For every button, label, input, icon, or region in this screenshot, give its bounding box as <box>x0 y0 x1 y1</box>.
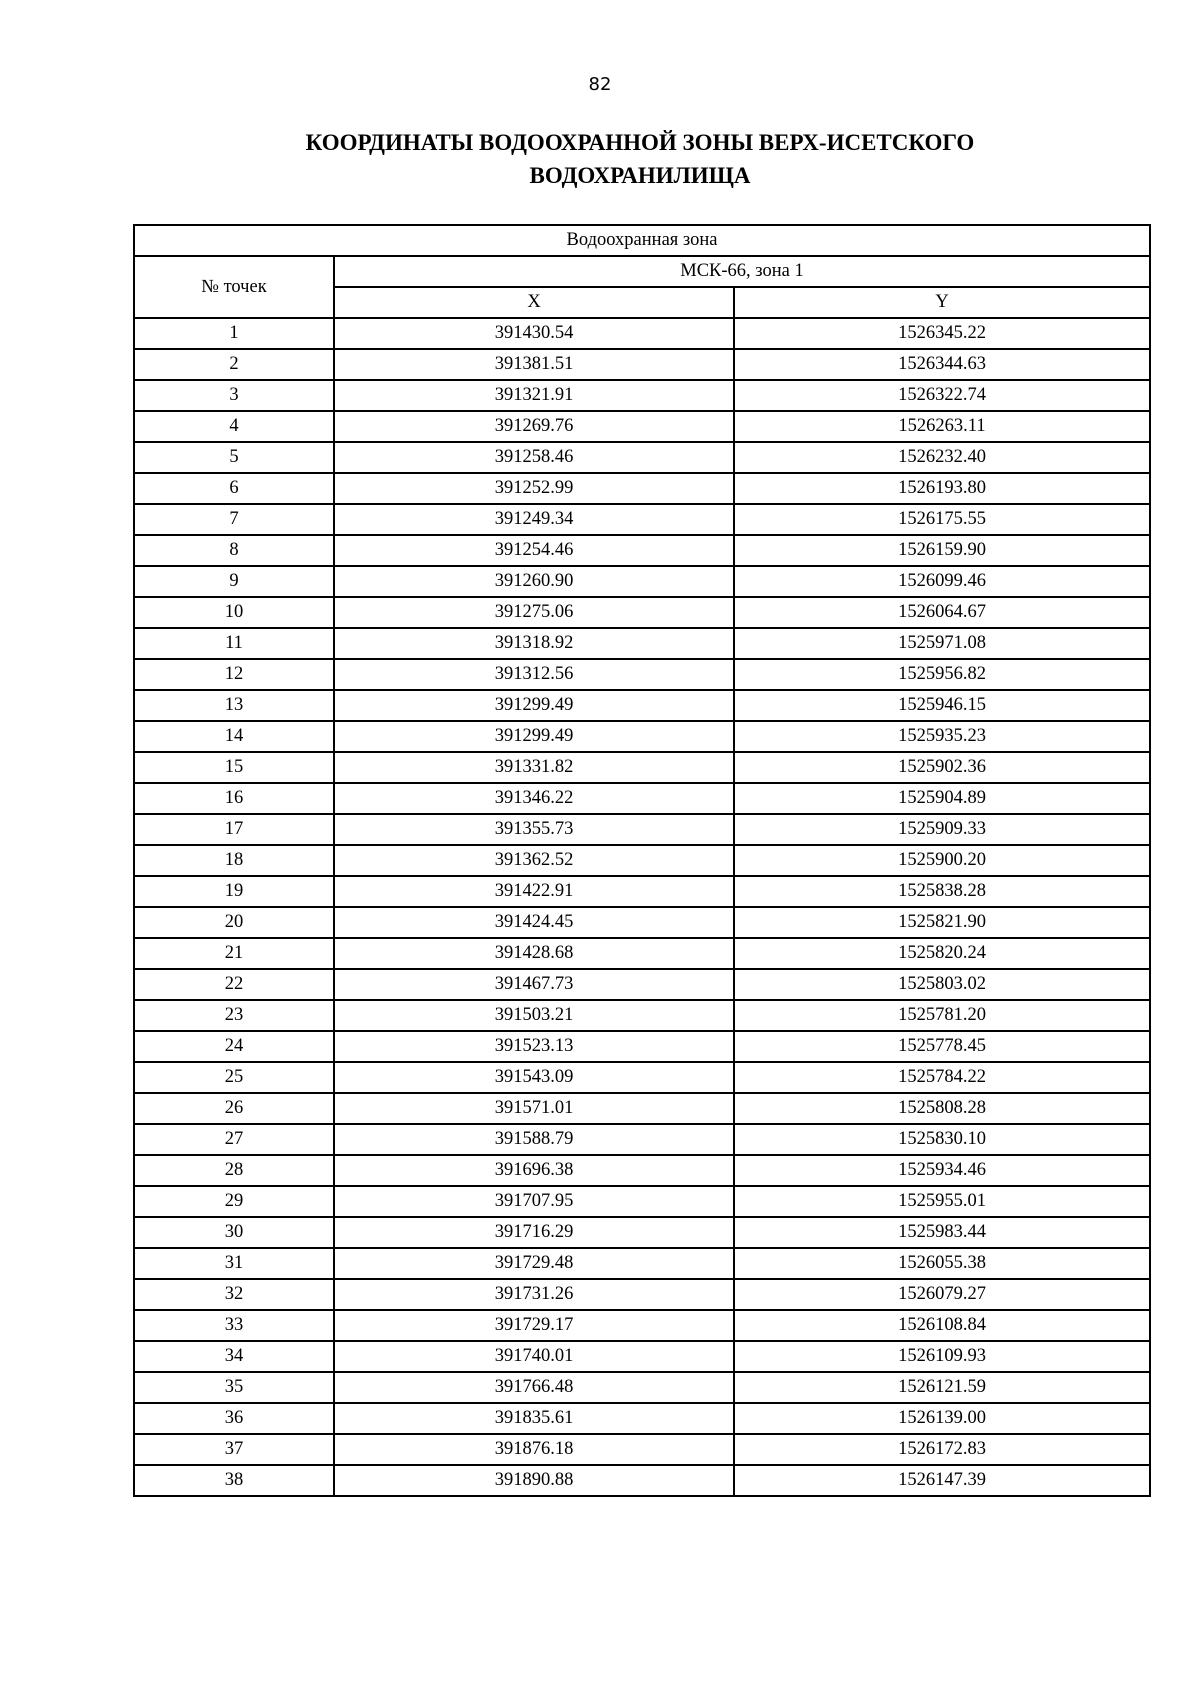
table-row <box>134 349 1150 380</box>
table-row <box>134 938 1150 969</box>
page-number: 82 <box>588 74 612 95</box>
table-row <box>134 442 1150 473</box>
x-coordinate-cell: 391269.76 <box>334 411 734 442</box>
point-number-cell: 22 <box>134 969 334 1000</box>
y-coordinate-cell: 1525955.01 <box>734 1186 1150 1217</box>
x-coordinate-cell: 391428.68 <box>334 938 734 969</box>
point-number-cell: 3 <box>134 380 334 411</box>
x-coordinate-cell: 391729.17 <box>334 1310 734 1341</box>
header-y: Y <box>734 287 1150 318</box>
x-coordinate-cell: 391321.91 <box>334 380 734 411</box>
y-coordinate-cell: 1526079.27 <box>734 1279 1150 1310</box>
y-coordinate-cell: 1525983.44 <box>734 1217 1150 1248</box>
x-coordinate-cell: 391740.01 <box>334 1341 734 1372</box>
point-number-cell: 8 <box>134 535 334 566</box>
point-number-cell: 20 <box>134 907 334 938</box>
point-number-cell: 4 <box>134 411 334 442</box>
x-coordinate-cell: 391381.51 <box>334 349 734 380</box>
x-coordinate-cell: 391876.18 <box>334 1434 734 1465</box>
point-number-cell: 37 <box>134 1434 334 1465</box>
point-number-cell: 35 <box>134 1372 334 1403</box>
x-coordinate-cell: 391254.46 <box>334 535 734 566</box>
x-coordinate-cell: 391275.06 <box>334 597 734 628</box>
x-coordinate-cell: 391729.48 <box>334 1248 734 1279</box>
y-coordinate-cell: 1525830.10 <box>734 1124 1150 1155</box>
table-row <box>134 380 1150 411</box>
point-number-cell: 7 <box>134 504 334 535</box>
y-coordinate-cell: 1526232.40 <box>734 442 1150 473</box>
x-coordinate-cell: 391835.61 <box>334 1403 734 1434</box>
point-number-cell: 12 <box>134 659 334 690</box>
point-number-cell: 18 <box>134 845 334 876</box>
point-number-cell: 9 <box>134 566 334 597</box>
point-number-cell: 29 <box>134 1186 334 1217</box>
y-coordinate-cell: 1525781.20 <box>734 1000 1150 1031</box>
table-row <box>134 845 1150 876</box>
x-coordinate-cell: 391299.49 <box>334 721 734 752</box>
y-coordinate-cell: 1525838.28 <box>734 876 1150 907</box>
x-coordinate-cell: 391707.95 <box>334 1186 734 1217</box>
table-row <box>134 1341 1150 1372</box>
y-coordinate-cell: 1526147.39 <box>734 1465 1150 1496</box>
y-coordinate-cell: 1525946.15 <box>734 690 1150 721</box>
y-coordinate-cell: 1525935.23 <box>734 721 1150 752</box>
table-row <box>134 1403 1150 1434</box>
x-coordinate-cell: 391346.22 <box>334 783 734 814</box>
x-coordinate-cell: 391331.82 <box>334 752 734 783</box>
x-coordinate-cell: 391258.46 <box>334 442 734 473</box>
x-coordinate-cell: 391355.73 <box>334 814 734 845</box>
y-coordinate-cell: 1525956.82 <box>734 659 1150 690</box>
y-coordinate-cell: 1526109.93 <box>734 1341 1150 1372</box>
x-coordinate-cell: 391430.54 <box>334 318 734 349</box>
table-row <box>134 1124 1150 1155</box>
table-row <box>134 318 1150 349</box>
point-number-cell: 26 <box>134 1093 334 1124</box>
y-coordinate-cell: 1526159.90 <box>734 535 1150 566</box>
table-row <box>134 597 1150 628</box>
header-system: МСК-66, зона 1 <box>334 256 1150 287</box>
y-coordinate-cell: 1526322.74 <box>734 380 1150 411</box>
table-row <box>134 721 1150 752</box>
table-row <box>134 1465 1150 1496</box>
coordinates-table <box>133 224 1151 1497</box>
header-x: X <box>334 287 734 318</box>
y-coordinate-cell: 1525902.36 <box>734 752 1150 783</box>
point-number-cell: 13 <box>134 690 334 721</box>
point-number-cell: 6 <box>134 473 334 504</box>
point-number-cell: 19 <box>134 876 334 907</box>
point-number-cell: 1 <box>134 318 334 349</box>
y-coordinate-cell: 1526099.46 <box>734 566 1150 597</box>
y-coordinate-cell: 1525821.90 <box>734 907 1150 938</box>
point-number-cell: 32 <box>134 1279 334 1310</box>
y-coordinate-cell: 1526139.00 <box>734 1403 1150 1434</box>
point-number-cell: 15 <box>134 752 334 783</box>
x-coordinate-cell: 391299.49 <box>334 690 734 721</box>
point-number-cell: 36 <box>134 1403 334 1434</box>
table-row <box>134 1000 1150 1031</box>
x-coordinate-cell: 391716.29 <box>334 1217 734 1248</box>
x-coordinate-cell: 391422.91 <box>334 876 734 907</box>
table-row <box>134 659 1150 690</box>
point-number-cell: 31 <box>134 1248 334 1279</box>
y-coordinate-cell: 1525934.46 <box>734 1155 1150 1186</box>
table-row <box>134 1372 1150 1403</box>
y-coordinate-cell: 1525900.20 <box>734 845 1150 876</box>
table-header <box>134 225 1150 318</box>
point-number-cell: 33 <box>134 1310 334 1341</box>
y-coordinate-cell: 1526193.80 <box>734 473 1150 504</box>
y-coordinate-cell: 1525971.08 <box>734 628 1150 659</box>
x-coordinate-cell: 391252.99 <box>334 473 734 504</box>
point-number-cell: 10 <box>134 597 334 628</box>
point-number-cell: 14 <box>134 721 334 752</box>
table-row <box>134 907 1150 938</box>
point-number-cell: 17 <box>134 814 334 845</box>
x-coordinate-cell: 391766.48 <box>334 1372 734 1403</box>
header-row-system <box>134 256 1150 287</box>
x-coordinate-cell: 391260.90 <box>334 566 734 597</box>
table-row <box>134 752 1150 783</box>
x-coordinate-cell: 391249.34 <box>334 504 734 535</box>
y-coordinate-cell: 1526263.11 <box>734 411 1150 442</box>
x-coordinate-cell: 391523.13 <box>334 1031 734 1062</box>
y-coordinate-cell: 1526175.55 <box>734 504 1150 535</box>
page-title <box>200 126 1080 192</box>
y-coordinate-cell: 1526172.83 <box>734 1434 1150 1465</box>
x-coordinate-cell: 391467.73 <box>334 969 734 1000</box>
table-row <box>134 1031 1150 1062</box>
table-row <box>134 876 1150 907</box>
point-number-cell: 23 <box>134 1000 334 1031</box>
point-number-cell: 34 <box>134 1341 334 1372</box>
point-number-cell: 11 <box>134 628 334 659</box>
table-row <box>134 1434 1150 1465</box>
table-row <box>134 473 1150 504</box>
point-number-cell: 27 <box>134 1124 334 1155</box>
y-coordinate-cell: 1526121.59 <box>734 1372 1150 1403</box>
y-coordinate-cell: 1525784.22 <box>734 1062 1150 1093</box>
x-coordinate-cell: 391588.79 <box>334 1124 734 1155</box>
x-coordinate-cell: 391543.09 <box>334 1062 734 1093</box>
point-number-cell: 30 <box>134 1217 334 1248</box>
table-row <box>134 628 1150 659</box>
y-coordinate-cell: 1525904.89 <box>734 783 1150 814</box>
y-coordinate-cell: 1525909.33 <box>734 814 1150 845</box>
table-row <box>134 1248 1150 1279</box>
table-row <box>134 1279 1150 1310</box>
x-coordinate-cell: 391696.38 <box>334 1155 734 1186</box>
x-coordinate-cell: 391571.01 <box>334 1093 734 1124</box>
table-row <box>134 411 1150 442</box>
table-row <box>134 1310 1150 1341</box>
y-coordinate-cell: 1526064.67 <box>734 597 1150 628</box>
y-coordinate-cell: 1525803.02 <box>734 969 1150 1000</box>
y-coordinate-cell: 1525778.45 <box>734 1031 1150 1062</box>
point-number-cell: 16 <box>134 783 334 814</box>
x-coordinate-cell: 391424.45 <box>334 907 734 938</box>
table-row <box>134 1217 1150 1248</box>
x-coordinate-cell: 391362.52 <box>334 845 734 876</box>
page-title-line-2: ВОДОХРАНИЛИЩА <box>529 163 751 188</box>
header-zone: Водоохранная зона <box>134 225 1150 256</box>
x-coordinate-cell: 391312.56 <box>334 659 734 690</box>
y-coordinate-cell: 1526055.38 <box>734 1248 1150 1279</box>
table-row <box>134 1062 1150 1093</box>
point-number-cell: 24 <box>134 1031 334 1062</box>
table-row <box>134 814 1150 845</box>
x-coordinate-cell: 391731.26 <box>334 1279 734 1310</box>
table-row <box>134 969 1150 1000</box>
table-row <box>134 1093 1150 1124</box>
table-row <box>134 566 1150 597</box>
x-coordinate-cell: 391890.88 <box>334 1465 734 1496</box>
y-coordinate-cell: 1525820.24 <box>734 938 1150 969</box>
point-number-cell: 25 <box>134 1062 334 1093</box>
point-number-cell: 21 <box>134 938 334 969</box>
point-number-cell: 38 <box>134 1465 334 1496</box>
table-row <box>134 535 1150 566</box>
table-body <box>134 318 1150 1496</box>
table-row <box>134 1186 1150 1217</box>
point-number-cell: 28 <box>134 1155 334 1186</box>
y-coordinate-cell: 1525808.28 <box>734 1093 1150 1124</box>
table-row <box>134 783 1150 814</box>
y-coordinate-cell: 1526108.84 <box>734 1310 1150 1341</box>
header-points: № точек <box>134 256 334 318</box>
point-number-cell: 2 <box>134 349 334 380</box>
header-row-zone <box>134 225 1150 256</box>
table-row <box>134 504 1150 535</box>
point-number-cell: 5 <box>134 442 334 473</box>
x-coordinate-cell: 391318.92 <box>334 628 734 659</box>
y-coordinate-cell: 1526344.63 <box>734 349 1150 380</box>
table-row <box>134 690 1150 721</box>
page-title-line-1: КООРДИНАТЫ ВОДООХРАННОЙ ЗОНЫ ВЕРХ-ИСЕТСКОГО <box>305 130 975 155</box>
table-row <box>134 1155 1150 1186</box>
y-coordinate-cell: 1526345.22 <box>734 318 1150 349</box>
x-coordinate-cell: 391503.21 <box>334 1000 734 1031</box>
